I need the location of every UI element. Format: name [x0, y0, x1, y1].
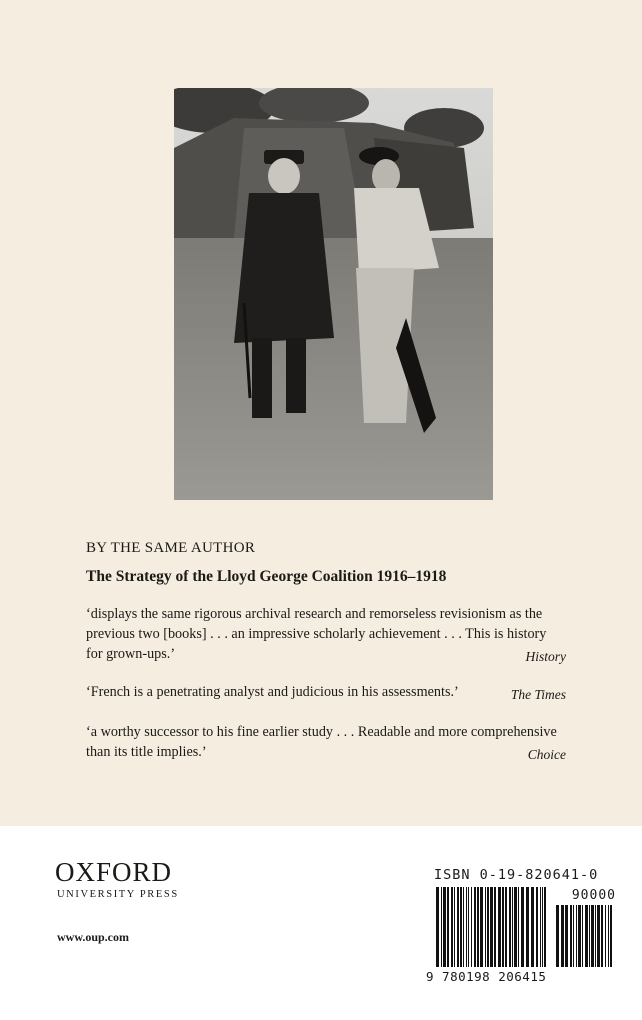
publisher-logo-subname: UNIVERSITY PRESS — [57, 889, 179, 900]
price-barcode-icon — [556, 905, 612, 967]
quote-source: Choice — [527, 747, 566, 762]
publisher-url[interactable]: www.oup.com — [57, 930, 130, 944]
quote-source: The Times — [510, 687, 566, 702]
quote-line: ‘French is a penetrating analyst and judicious in his assessments.’ — [86, 684, 459, 700]
isbn-label: ISBN 0-19-820641-0 — [434, 867, 599, 883]
review-quote — [86, 604, 566, 664]
price-code: 90000 — [571, 888, 616, 903]
quote-line: previous two [books] . . . an impressive scholarly achievement . . . This is history — [86, 626, 547, 642]
book-title: The Strategy of the Lloyd George Coalition 1916–1918 — [86, 568, 447, 585]
section-heading: BY THE SAME AUTHOR — [86, 540, 256, 556]
cover-photograph — [174, 88, 493, 500]
review-quote — [86, 682, 566, 702]
quote-line: ‘displays the same rigorous archival research and remorseless revisionism as the — [86, 606, 543, 622]
barcode-icon — [436, 887, 548, 967]
quote-line: ‘a worthy successor to his fine earlier study . . . Readable and more comprehensive — [86, 724, 557, 740]
publisher-logo-name: OXFORD — [55, 857, 173, 887]
isbn-barcode — [426, 867, 616, 987]
quote-source: History — [525, 649, 566, 664]
quote-line: than its title implies.’ — [86, 744, 207, 760]
barcode-digits: 9 780198 206415 — [426, 969, 547, 984]
review-quote — [86, 722, 566, 762]
quote-line: for grown-ups.’ — [86, 646, 176, 662]
photograph-icon — [174, 88, 493, 500]
